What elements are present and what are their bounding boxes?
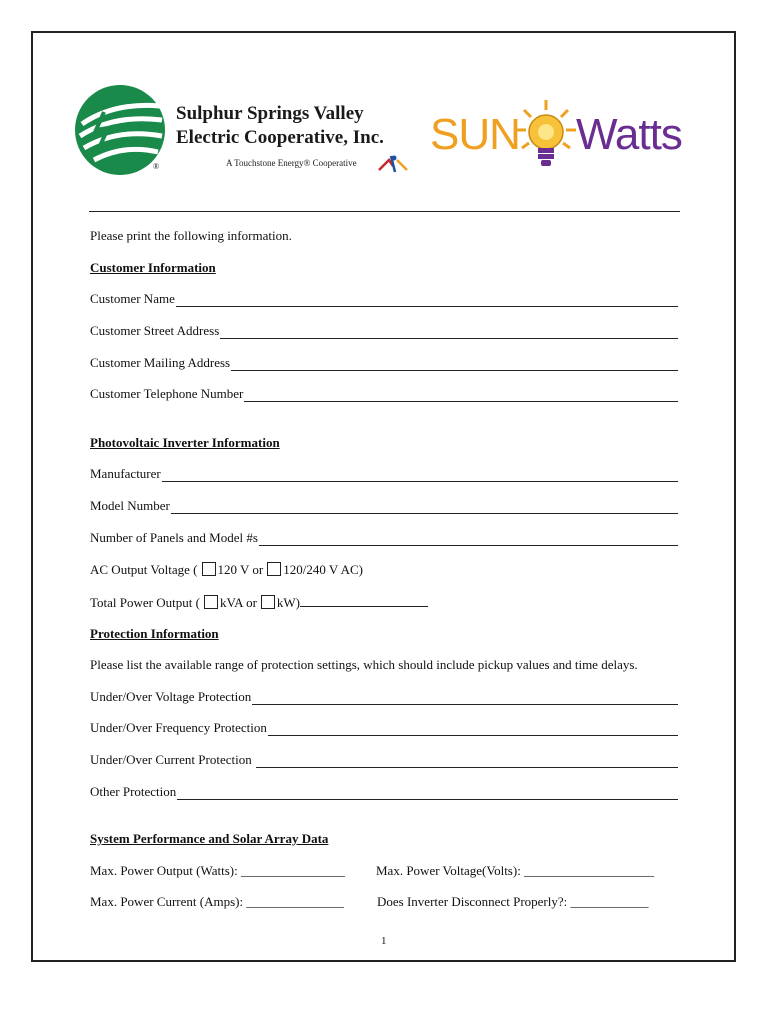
field-label: Manufacturer bbox=[90, 466, 161, 481]
customer-name-field[interactable] bbox=[90, 291, 678, 307]
protection-section-heading: Protection Information bbox=[90, 626, 219, 641]
ac-output-voltage-row bbox=[90, 562, 363, 578]
field-label: Number of Panels and Model #s bbox=[90, 530, 258, 545]
fill-line[interactable] bbox=[259, 532, 678, 546]
field-label: Model Number bbox=[90, 498, 170, 513]
fill-line[interactable] bbox=[220, 325, 678, 339]
panels-model-field[interactable] bbox=[90, 530, 678, 546]
page-number: 1 bbox=[381, 935, 387, 947]
field-label: Other Protection bbox=[90, 784, 177, 799]
option-kw-label: kW) bbox=[276, 595, 301, 610]
inverter-section-heading: Photovoltaic Inverter Information bbox=[90, 435, 280, 450]
field-label: Customer Telephone Number bbox=[90, 386, 244, 401]
field-label: Customer Mailing Address bbox=[90, 355, 231, 370]
sunwatts-logo bbox=[430, 94, 682, 172]
option-120v-label: 120 V or bbox=[217, 562, 264, 577]
inverter-disconnect-field[interactable]: Does Inverter Disconnect Properly?: ____________ bbox=[377, 894, 649, 909]
fill-line[interactable] bbox=[171, 500, 678, 514]
model-number-field[interactable] bbox=[90, 498, 678, 514]
checkbox-kva[interactable] bbox=[204, 595, 218, 609]
checkbox-kw[interactable] bbox=[261, 595, 275, 609]
customer-street-address-field[interactable] bbox=[90, 323, 678, 339]
customer-mailing-address-field[interactable] bbox=[90, 355, 678, 371]
frequency-protection-field[interactable] bbox=[90, 720, 678, 736]
registered-mark: ® bbox=[153, 162, 160, 171]
fill-line[interactable] bbox=[177, 786, 678, 800]
sunwatts-sun-text: SUN bbox=[430, 110, 520, 159]
option-kva-label: kVA or bbox=[219, 595, 257, 610]
sunwatts-watts-text: Watts bbox=[576, 110, 682, 159]
checkbox-120v[interactable] bbox=[202, 562, 216, 576]
checkbox-120-240v[interactable] bbox=[267, 562, 281, 576]
field-label: Customer Name bbox=[90, 291, 175, 306]
header-divider bbox=[89, 211, 680, 212]
field-label: Customer Street Address bbox=[90, 323, 220, 338]
fill-line[interactable] bbox=[244, 388, 678, 402]
performance-section-heading: System Performance and Solar Array Data bbox=[90, 831, 329, 846]
field-label: Under/Over Frequency Protection bbox=[90, 720, 267, 735]
other-protection-field[interactable] bbox=[90, 784, 678, 800]
max-power-output-field[interactable]: Max. Power Output (Watts): ________________ bbox=[90, 863, 345, 878]
fill-line[interactable] bbox=[231, 357, 678, 371]
manufacturer-field[interactable] bbox=[90, 466, 678, 482]
touchstone-energy-icon bbox=[377, 154, 411, 174]
max-power-voltage-field[interactable]: Max. Power Voltage(Volts): ____________________ bbox=[376, 863, 655, 878]
letterhead bbox=[74, 78, 684, 182]
total-power-output-row bbox=[90, 594, 428, 611]
coop-name: Sulphur Springs Valley Electric Cooperative, Inc. bbox=[176, 103, 384, 148]
current-protection-field[interactable] bbox=[90, 752, 678, 768]
coop-tagline: A Touchstone Energy® Cooperative bbox=[226, 158, 357, 168]
power-output-label: Total Power Output ( bbox=[90, 595, 200, 610]
fill-line[interactable] bbox=[162, 468, 678, 482]
ac-voltage-label: AC Output Voltage ( bbox=[90, 562, 198, 577]
light-bulb-icon bbox=[514, 98, 578, 172]
option-120-240v-label: 120/240 V AC) bbox=[283, 562, 363, 577]
field-label: Under/Over Voltage Protection bbox=[90, 689, 252, 704]
customer-telephone-field[interactable] bbox=[90, 386, 678, 402]
voltage-protection-field[interactable] bbox=[90, 689, 678, 705]
fill-line[interactable] bbox=[176, 293, 678, 307]
fill-line[interactable] bbox=[256, 754, 678, 768]
max-power-current-field[interactable]: Max. Power Current (Amps): _______________ bbox=[90, 894, 344, 909]
fill-line[interactable] bbox=[268, 722, 678, 736]
protection-instructions: Please list the available range of protection settings, which should include pickup values and time delays. bbox=[90, 657, 638, 672]
power-output-fill-line[interactable] bbox=[300, 594, 428, 607]
fill-line[interactable] bbox=[252, 691, 678, 705]
customer-section-heading: Customer Information bbox=[90, 260, 216, 275]
field-label: Under/Over Current Protection bbox=[90, 752, 252, 767]
intro-text: Please print the following information. bbox=[90, 228, 292, 243]
